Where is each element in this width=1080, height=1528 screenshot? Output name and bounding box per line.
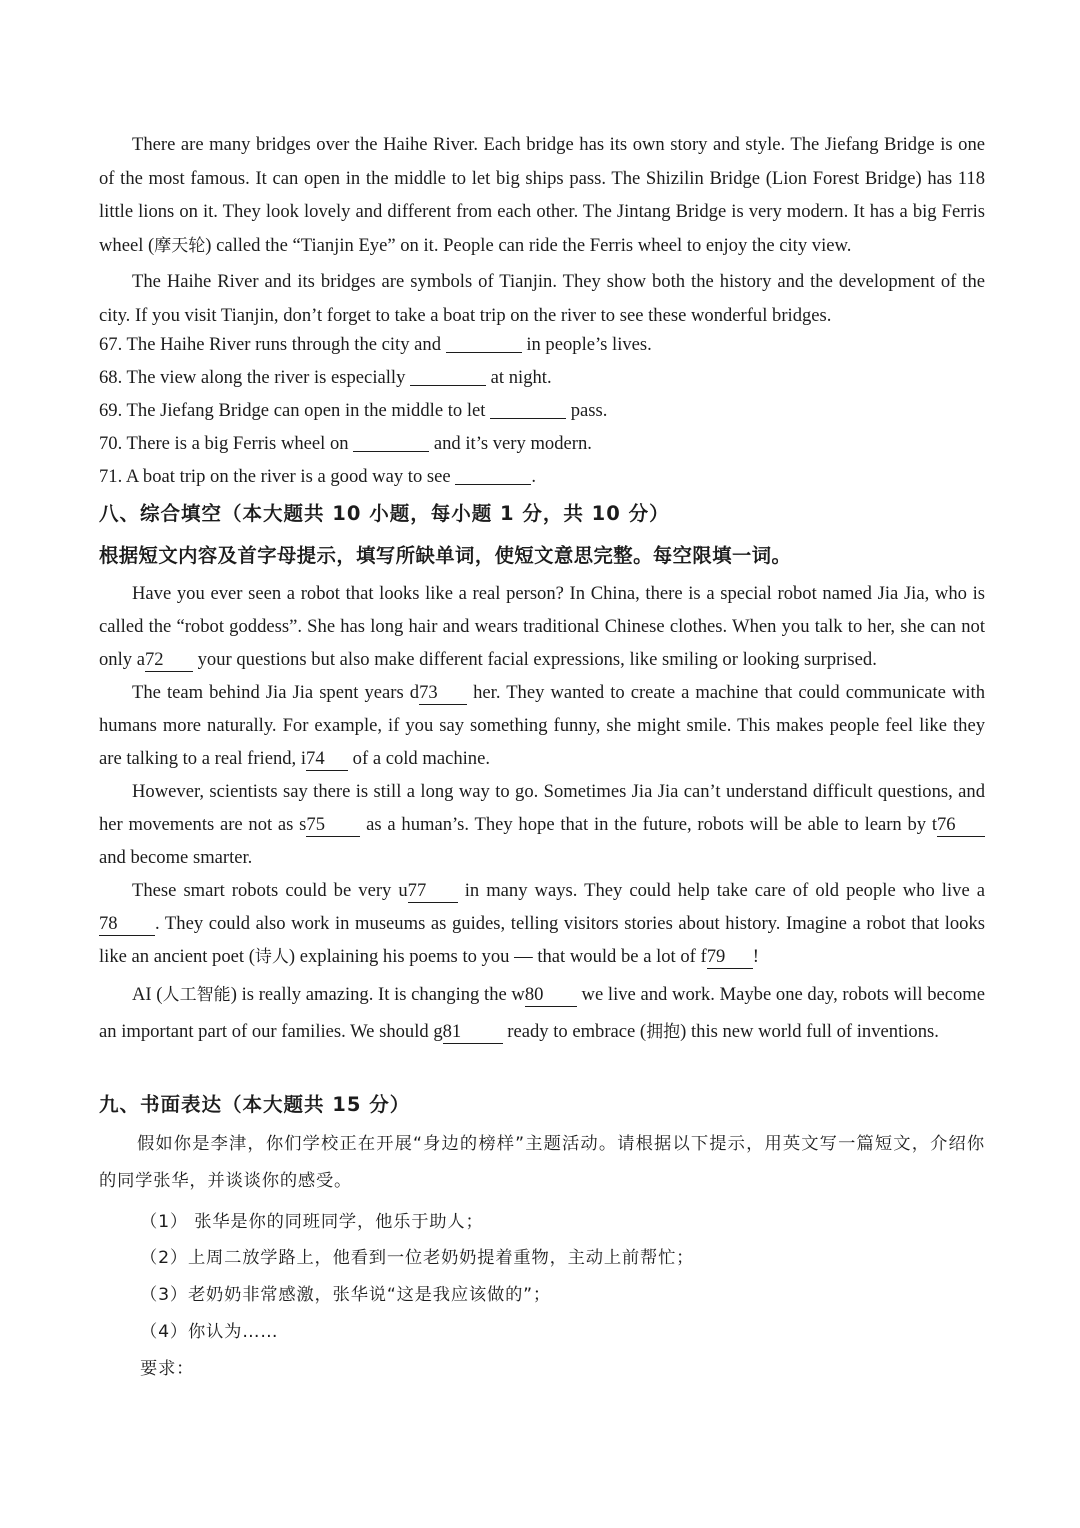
writing-hint-2: （2）上周二放学路上，他看到一位老奶奶提着重物，主动上前帮忙； [140,1248,695,1268]
cloze-text: ) this new world full of inventions. [680,1020,939,1042]
cloze-text: of a cold machine. [348,748,491,769]
question-text: 70. There is a big Ferris wheel on [99,433,354,454]
passage-text: ) called the “Tianjin Eye” on it. People can ride the Ferris wheel to enjoy the city view. [205,234,852,256]
cloze-blank[interactable]: 75 [306,814,360,837]
question-text: pass. [566,400,608,421]
passage-gloss: 摩天轮 [154,235,206,256]
cloze-text: your questions but also make different facial expressions, like smiling or looking surprised. [192,649,877,670]
question-item [99,361,985,394]
question-item [99,328,985,361]
cloze-blank[interactable]: 80 [525,984,577,1007]
question-text: 69. The Jiefang Bridge can open in the middle to let [99,400,491,421]
cloze-text: These smart robots could be very u [132,880,408,901]
answer-blank[interactable] [410,367,486,386]
cloze-text: ) is really amazing. It is changing the w [230,984,525,1005]
cloze-text: in many ways. They could help take care of old people who live a [457,880,985,901]
passage-text: The Haihe River and its bridges are symbols of Tianjin. They show both the history and the development of the city. If you visit Tianjin, don’t forget to take a boat trip on the river to see these wonderful bridges. [99,271,985,326]
question-text: and it’s very modern. [429,433,592,454]
cloze-text: The team behind Jia Jia spent years d [132,682,420,703]
cloze-text: we live and work. Maybe one day, robots will become an important part of our families. We should g [99,984,986,1042]
question-text: . [531,466,536,487]
answer-blank[interactable] [353,433,429,452]
passage-text: There are many bridges over the Haihe River. Each bridge has its own story and style. The Jiefang Bridge is one of the most famous. It can open in the middle to let big ships pass. The Shizilin Bridge (Lion Forest Bridge) has 118 little lions on it. They look lovely and different from each other. The Jintang Bridge is very modern. It has a big Ferris wheel ( [99,134,985,256]
answer-blank[interactable] [490,400,566,419]
cloze-text: . They could also work in museums as guides, telling visitors stories about history. Imagine a robot that looks like an ancient poet ( [99,913,985,967]
cloze-paragraph [99,977,985,1050]
answer-blank[interactable] [446,334,522,353]
question-list [99,328,985,493]
writing-intro: 假如你是李津，你们学校正在开展“身边的榜样”主题活动。请根据以下提示，用英文写一篇短文，介绍你的同学张华，并谈谈你的感受。 [99,1134,985,1191]
cloze-blank[interactable]: 76 [937,814,985,837]
cloze-text: ready to embrace ( [502,1020,647,1042]
cloze-blank[interactable]: 78 [99,913,155,936]
section-8-instruction: 根据短文内容及首字母提示，填写所缺单词，使短文意思完整。每空限填一词。 [99,544,792,567]
cloze-gloss: 诗人 [254,947,289,967]
question-item [99,427,985,460]
cloze-blank[interactable]: 79 [707,946,753,969]
question-text: 71. A boat trip on the river is a good way to see [99,466,456,487]
cloze-blank[interactable]: 77 [408,880,458,903]
cloze-paragraph [99,775,985,874]
cloze-paragraph [99,874,985,974]
question-text: 67. The Haihe River runs through the city and [99,334,446,355]
writing-hint-3: （3）老奶奶非常感激，张华说“这是我应该做的”； [140,1285,552,1305]
cloze-paragraph [99,676,985,775]
passage-paragraph [99,128,985,263]
cloze-gloss: 人工智能 [162,985,231,1005]
cloze-text: AI ( [132,984,163,1005]
cloze-text: as a human’s. They hope that in the future, robots will be able to learn by t [360,814,937,835]
cloze-text: and become smarter. [99,847,253,868]
section-9-heading: 九、书面表达（本大题共 15 分） [99,1093,411,1116]
cloze-text: ) explaining his poems to you — that would be a lot of f [288,946,707,967]
writing-requirement: 要求： [140,1359,195,1379]
cloze-blank[interactable]: 72 [145,649,193,672]
cloze-text: ! [752,946,759,967]
cloze-gloss: 拥抱 [646,1021,681,1042]
section-8-heading: 八、综合填空（本大题共 10 小题，每小题 1 分，共 10 分） [99,502,670,525]
writing-hint-1: （1） 张华是你的同班同学，他乐于助人； [140,1212,484,1232]
writing-hint-4: （4）你认为…… [140,1322,279,1342]
cloze-blank[interactable]: 74 [306,748,348,771]
cloze-text: However, scientists say there is still a long way to go. Sometimes Jia Jia can’t understand difficult questions, and her movements are not as s [99,781,985,835]
writing-prompt [99,1126,985,1200]
question-item [99,460,985,493]
cloze-blank[interactable]: 73 [419,682,467,705]
cloze-passage [99,577,985,1050]
cloze-text: Have you ever seen a robot that looks like a real person? In China, there is a special robot named Jia Jia, who is called the “robot goddess”. She has long hair and wears traditional Chinese clothes. When you talk to her, she can not only a [99,583,985,670]
passage-paragraph [99,265,985,332]
answer-blank[interactable] [455,466,531,485]
reading-passage [99,128,985,332]
cloze-paragraph [99,577,985,676]
question-item [99,394,985,427]
cloze-text: her. They wanted to create a machine that could communicate with humans more naturally. For example, if you say something funny, she might smile. This makes people feel like they are talking to a real friend, i [99,682,986,769]
question-text: in people’s lives. [521,334,652,355]
cloze-blank[interactable]: 81 [443,1021,503,1044]
question-text: 68. The view along the river is especially [99,367,411,388]
question-text: at night. [486,367,552,388]
